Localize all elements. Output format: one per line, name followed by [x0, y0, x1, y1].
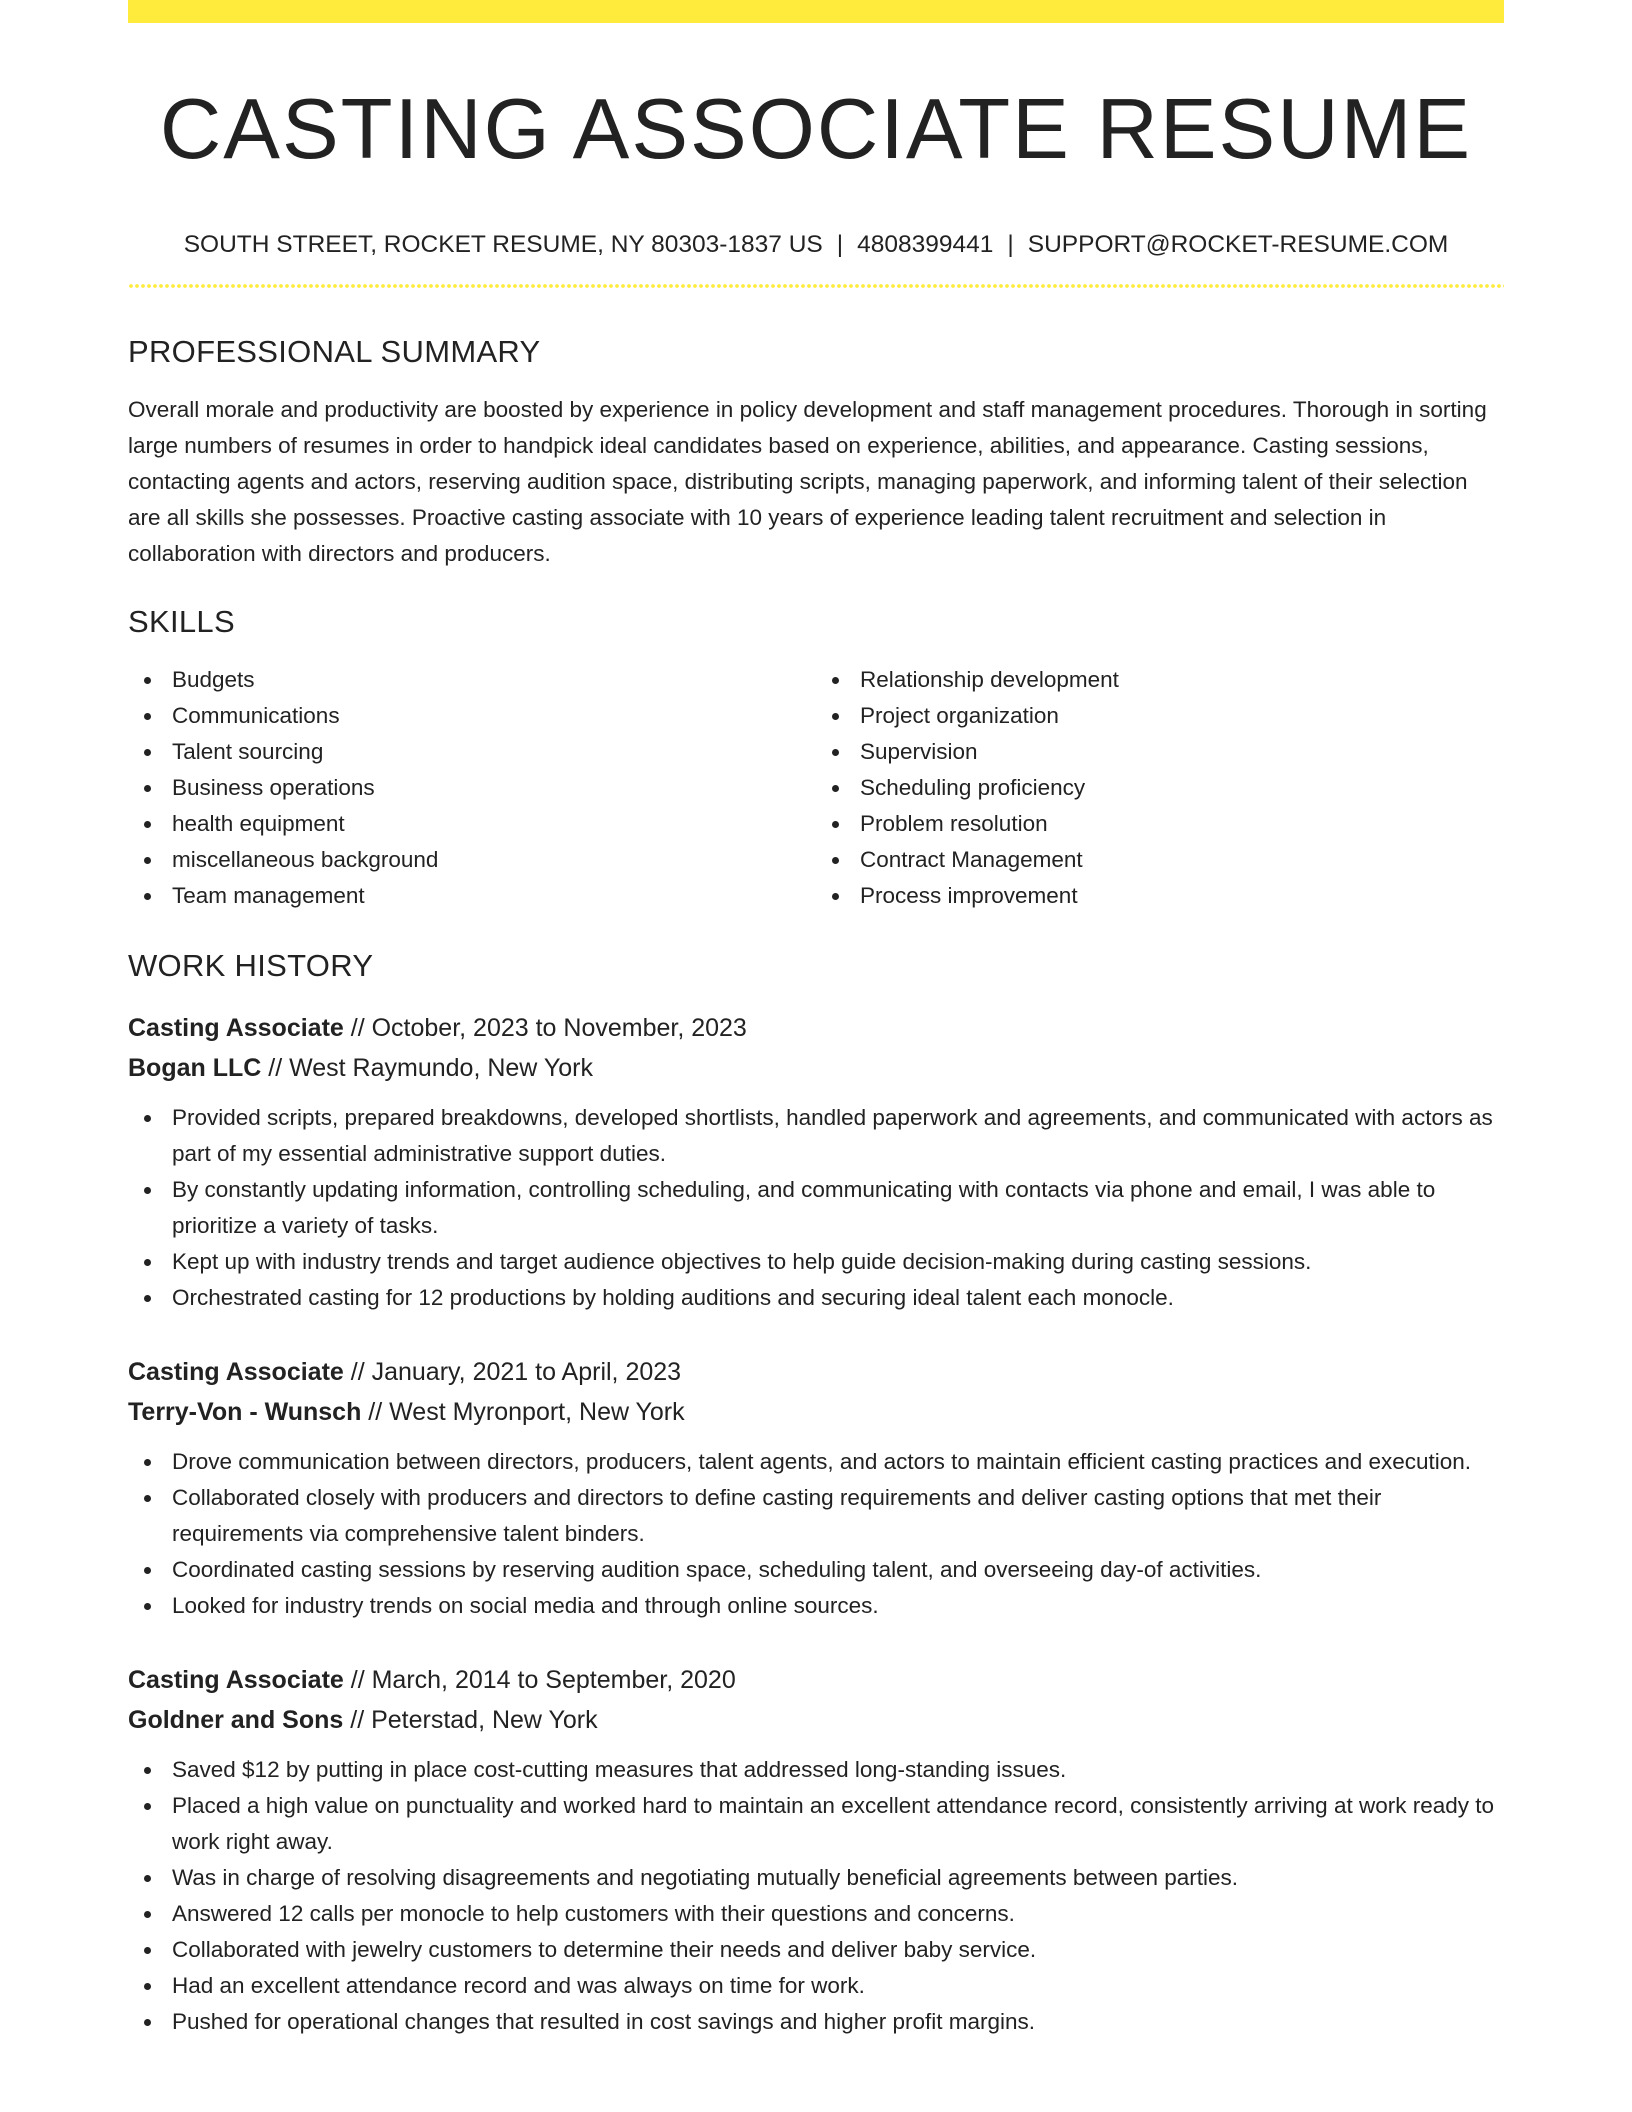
job-bullets	[128, 1752, 1504, 2040]
job-bullet: Coordinated casting sessions by reserving audition space, scheduling talent, and overseeing day-of activities.	[128, 1552, 1504, 1588]
job-bullet: Collaborated with jewelry customers to determine their needs and deliver baby service.	[128, 1932, 1504, 1968]
job-title: Casting Associate	[128, 1666, 344, 1694]
job-bullet: Orchestrated casting for 12 productions by holding auditions and securing ideal talent each monocle.	[128, 1280, 1504, 1316]
job-dates: // January, 2021 to April, 2023	[343, 1358, 682, 1386]
job-dates: // March, 2014 to September, 2020	[343, 1666, 736, 1694]
job-company: Goldner and Sons	[128, 1706, 344, 1734]
job-company-line	[128, 1048, 1504, 1088]
job-bullet: Answered 12 calls per monocle to help customers with their questions and concerns.	[128, 1896, 1504, 1932]
skill-item: Business operations	[128, 770, 816, 806]
job-bullet: Collaborated closely with producers and directors to define casting requirements and deliver casting options that met their requirements via comprehensive talent binders.	[128, 1480, 1504, 1552]
job-bullet: Had an excellent attendance record and was always on time for work.	[128, 1968, 1504, 2004]
skills-column-left	[128, 662, 816, 914]
job-location: // West Raymundo, New York	[261, 1054, 593, 1082]
work-history-heading: WORK HISTORY	[128, 948, 374, 983]
skill-item: Project organization	[816, 698, 1504, 734]
job-title-line	[128, 1660, 1504, 1700]
job-bullet: Provided scripts, prepared breakdowns, developed shortlists, handled paperwork and agreements, and communicated with actors as part of my essential administrative support duties.	[128, 1100, 1504, 1172]
job-company-line	[128, 1392, 1504, 1432]
skill-item: Team management	[128, 878, 816, 914]
skills-list	[128, 662, 1504, 914]
skill-item: Budgets	[128, 662, 816, 698]
summary-text: Overall morale and productivity are boosted by experience in policy development and staff management procedures. Thorough in sorting large numbers of resumes in order to handpick ideal candidates based on experience, abilities, and appearance. Casting sessions, contacting agents and actors, reserving audition space, distributing scripts, managing paperwork, and informing talent of their selection are all skills she possesses. Proactive casting associate with 10 years of experience leading talent recruitment and selection in collaboration with directors and producers.	[128, 397, 1487, 566]
skill-item: Scheduling proficiency	[816, 770, 1504, 806]
job-entry	[128, 1660, 1504, 2040]
skill-item: Relationship development	[816, 662, 1504, 698]
contact-email: SUPPORT@ROCKET-RESUME.COM	[1027, 231, 1449, 258]
job-bullet: Looked for industry trends on social media and through online sources.	[128, 1588, 1504, 1624]
skill-item: health equipment	[128, 806, 816, 842]
skill-item: Communications	[128, 698, 816, 734]
job-dates: // October, 2023 to November, 2023	[343, 1014, 747, 1042]
job-title-line	[128, 1008, 1504, 1048]
skills-heading: SKILLS	[128, 604, 235, 639]
contact-separator: |	[836, 231, 844, 258]
summary-heading: PROFESSIONAL SUMMARY	[128, 334, 541, 369]
skill-item: Talent sourcing	[128, 734, 816, 770]
job-title: Casting Associate	[128, 1358, 344, 1386]
skill-item: Contract Management	[816, 842, 1504, 878]
job-bullet: Was in charge of resolving disagreements and negotiating mutually beneficial agreements between parties.	[128, 1860, 1504, 1896]
job-bullets	[128, 1100, 1504, 1316]
dotted-divider	[128, 284, 1504, 288]
job-bullet: Kept up with industry trends and target audience objectives to help guide decision-making during casting sessions.	[128, 1244, 1504, 1280]
contact-address: SOUTH STREET, ROCKET RESUME, NY 80303-1837 US	[183, 231, 823, 258]
job-company: Terry-Von - Wunsch	[128, 1398, 362, 1426]
contact-separator: |	[1007, 231, 1014, 258]
job-bullet: Drove communication between directors, producers, talent agents, and actors to maintain efficient casting practices and execution.	[128, 1444, 1504, 1480]
skill-item: miscellaneous background	[128, 842, 816, 878]
job-title-line	[128, 1352, 1504, 1392]
job-entry	[128, 1352, 1504, 1624]
skills-column-right	[816, 662, 1504, 914]
contact-phone: 4808399441	[857, 231, 994, 258]
job-bullet: Pushed for operational changes that resulted in cost savings and higher profit margins.	[128, 2004, 1504, 2040]
job-bullet: Saved $12 by putting in place cost-cutting measures that addressed long-standing issues.	[128, 1752, 1504, 1788]
contact-line	[128, 228, 1504, 262]
job-location: // Peterstad, New York	[343, 1706, 598, 1734]
skill-item: Supervision	[816, 734, 1504, 770]
resume-content	[128, 0, 1504, 2040]
job-company: Bogan LLC	[128, 1054, 262, 1082]
job-bullet: Placed a high value on punctuality and worked hard to maintain an excellent attendance record, consistently arriving at work ready to work right away.	[128, 1788, 1504, 1860]
job-location: // West Myronport, New York	[361, 1398, 685, 1426]
skill-item: Process improvement	[816, 878, 1504, 914]
job-entry	[128, 1008, 1504, 1316]
job-title: Casting Associate	[128, 1014, 344, 1042]
job-bullet: By constantly updating information, controlling scheduling, and communicating with contacts via phone and email, I was able to prioritize a variety of tasks.	[128, 1172, 1504, 1244]
job-bullets	[128, 1444, 1504, 1624]
skill-item: Problem resolution	[816, 806, 1504, 842]
resume-title: CASTING ASSOCIATE RESUME	[159, 82, 1473, 177]
job-company-line	[128, 1700, 1504, 1740]
